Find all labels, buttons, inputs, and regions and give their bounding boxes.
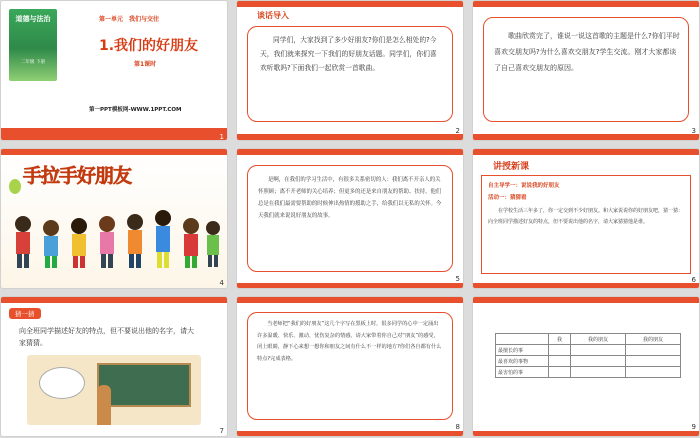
table-cell[interactable]	[549, 345, 571, 356]
period-label: 第1课时	[134, 61, 157, 68]
table-cell[interactable]	[549, 367, 571, 378]
table-header-cell: 我	[549, 334, 571, 345]
bottom-band	[237, 134, 463, 140]
table-header-cell: 我的朋友	[571, 334, 626, 345]
slide-number: 3	[691, 127, 696, 135]
comparison-table	[495, 333, 681, 378]
top-band	[237, 149, 463, 155]
banner-text: 手拉手好朋友	[23, 165, 132, 187]
top-band	[1, 149, 227, 155]
book-cover	[9, 9, 57, 81]
footer-text: 第一PPT模板网-WWW.1PPT.COM	[89, 107, 182, 113]
bottom-band	[237, 283, 463, 288]
thought-bubble	[39, 367, 85, 399]
bottom-band	[473, 283, 699, 288]
text-frame	[483, 17, 689, 122]
top-band	[473, 297, 699, 303]
slide-thumbnail-5[interactable]	[237, 149, 463, 288]
section-tag: 猜一猜	[9, 308, 41, 319]
table-header-row	[496, 334, 681, 345]
table-header-cell	[496, 334, 549, 345]
slide-number: 1	[219, 133, 224, 140]
slide-thumbnail-6[interactable]	[473, 149, 699, 288]
top-band	[237, 297, 463, 303]
content-panel	[481, 175, 691, 274]
table-row-label: 最害怕的事	[496, 367, 549, 378]
table-cell[interactable]	[549, 356, 571, 367]
slide-thumbnail-9[interactable]	[473, 297, 699, 436]
table-cell[interactable]	[571, 356, 626, 367]
table-cell[interactable]	[626, 345, 681, 356]
table-row	[496, 345, 681, 356]
table-row-label: 最喜欢的事物	[496, 356, 549, 367]
table-cell[interactable]	[626, 356, 681, 367]
bottom-band	[473, 134, 699, 140]
slide-number: 6	[691, 276, 696, 284]
slide-text: 是啊，在我们的学习生活中，有很多关系密切的人：我们离不开亲人的关怀照顾；离不开老师的关心培养；但更多的还是来自朋友的帮助、扶持，他们总是在我们最需要帮助的时候伸出热情的援助之手，给我们以无私的关怀。今天我们就来说说好朋友的故事。	[258, 177, 442, 219]
blackboard	[97, 363, 191, 407]
table-header-cell: 我的朋友	[626, 334, 681, 345]
teacher-figure	[97, 385, 111, 425]
activity-label: 活动一：猜猜看	[488, 195, 527, 201]
slide-text: 当老师把“我们的好朋友”这几个字写在黑板上时，很多同学的心中一定涌出许多温暖、快乐、激动、忧伤复杂的情感。请大家带着你自己对“朋友”的感受，闭上眼睛，静下心来想一想你和朋友之间有什么不一样的地方?你们各自都有什么特点?完成表格。	[257, 321, 442, 362]
table-cell[interactable]	[626, 367, 681, 378]
slide-number: 4	[219, 279, 224, 287]
bottom-band	[237, 431, 463, 436]
slide-thumbnail-8[interactable]	[237, 297, 463, 436]
top-band	[237, 1, 463, 7]
book-title: 道德与法治	[15, 15, 51, 23]
balloon-icon	[9, 179, 21, 194]
slide-thumbnail-1[interactable]	[1, 1, 227, 140]
slide-number: 7	[219, 427, 224, 435]
text-frame	[247, 312, 453, 420]
top-band	[1, 297, 227, 303]
slide-thumbnail-2[interactable]	[237, 1, 463, 140]
text-frame	[247, 165, 453, 272]
top-band	[473, 149, 699, 155]
bottom-band	[473, 431, 699, 436]
slide-number: 5	[455, 275, 460, 283]
bottom-band	[1, 128, 227, 140]
table-row	[496, 367, 681, 378]
table-cell[interactable]	[571, 345, 626, 356]
slide-text: 在学校生活三年多了，你一定交到不少好朋友。和大家说说你的好朋友吧，猜一猜：向全班同学描述好友的特点，但不要说出他的名字，请大家猜猜他是谁。	[488, 208, 684, 225]
slide-heading: 讲授新课	[493, 162, 530, 172]
slide-thumbnail-7[interactable]	[1, 297, 227, 436]
table-row	[496, 356, 681, 367]
text-frame	[247, 26, 453, 122]
section-tag: 自主导学一：说说我的好朋友	[488, 183, 560, 189]
lesson-title: 1.我们的好朋友	[99, 38, 199, 54]
slide-heading: 谈话导入	[257, 11, 289, 20]
unit-label: 第一单元 我们与交往	[99, 16, 160, 23]
slide-text: 同学们，大家找到了多少好朋友?你们是怎么相处的?今天，我们就来探究一下我们的好朋友话题。同学们，你们喜欢听歌吗?下面我们一起欣赏一首歌曲。	[260, 36, 437, 72]
slide-thumbnail-4[interactable]	[1, 149, 227, 288]
book-grade: 二年级 下册	[21, 60, 45, 65]
slide-text: 歌曲欣赏完了，谁说一说这首歌的主题是什么?你们平时喜欢交朋友吗?为什么喜欢交朋友?学生交流。刚才大家都谈了自己喜欢交朋友的原因。	[494, 32, 680, 72]
children-illustration	[1, 194, 227, 284]
slide-number: 2	[455, 127, 460, 135]
classroom-illustration	[27, 355, 201, 425]
slide-number: 8	[455, 423, 460, 431]
slide-thumbnail-3[interactable]	[473, 1, 699, 140]
table-row-label: 最擅长的事	[496, 345, 549, 356]
top-band	[473, 1, 699, 7]
slide-text: 向全班同学描述好友的特点，但不要说出他的名字，请大家猜猜。	[19, 327, 194, 347]
slide-number: 9	[691, 423, 696, 431]
table-cell[interactable]	[571, 367, 626, 378]
